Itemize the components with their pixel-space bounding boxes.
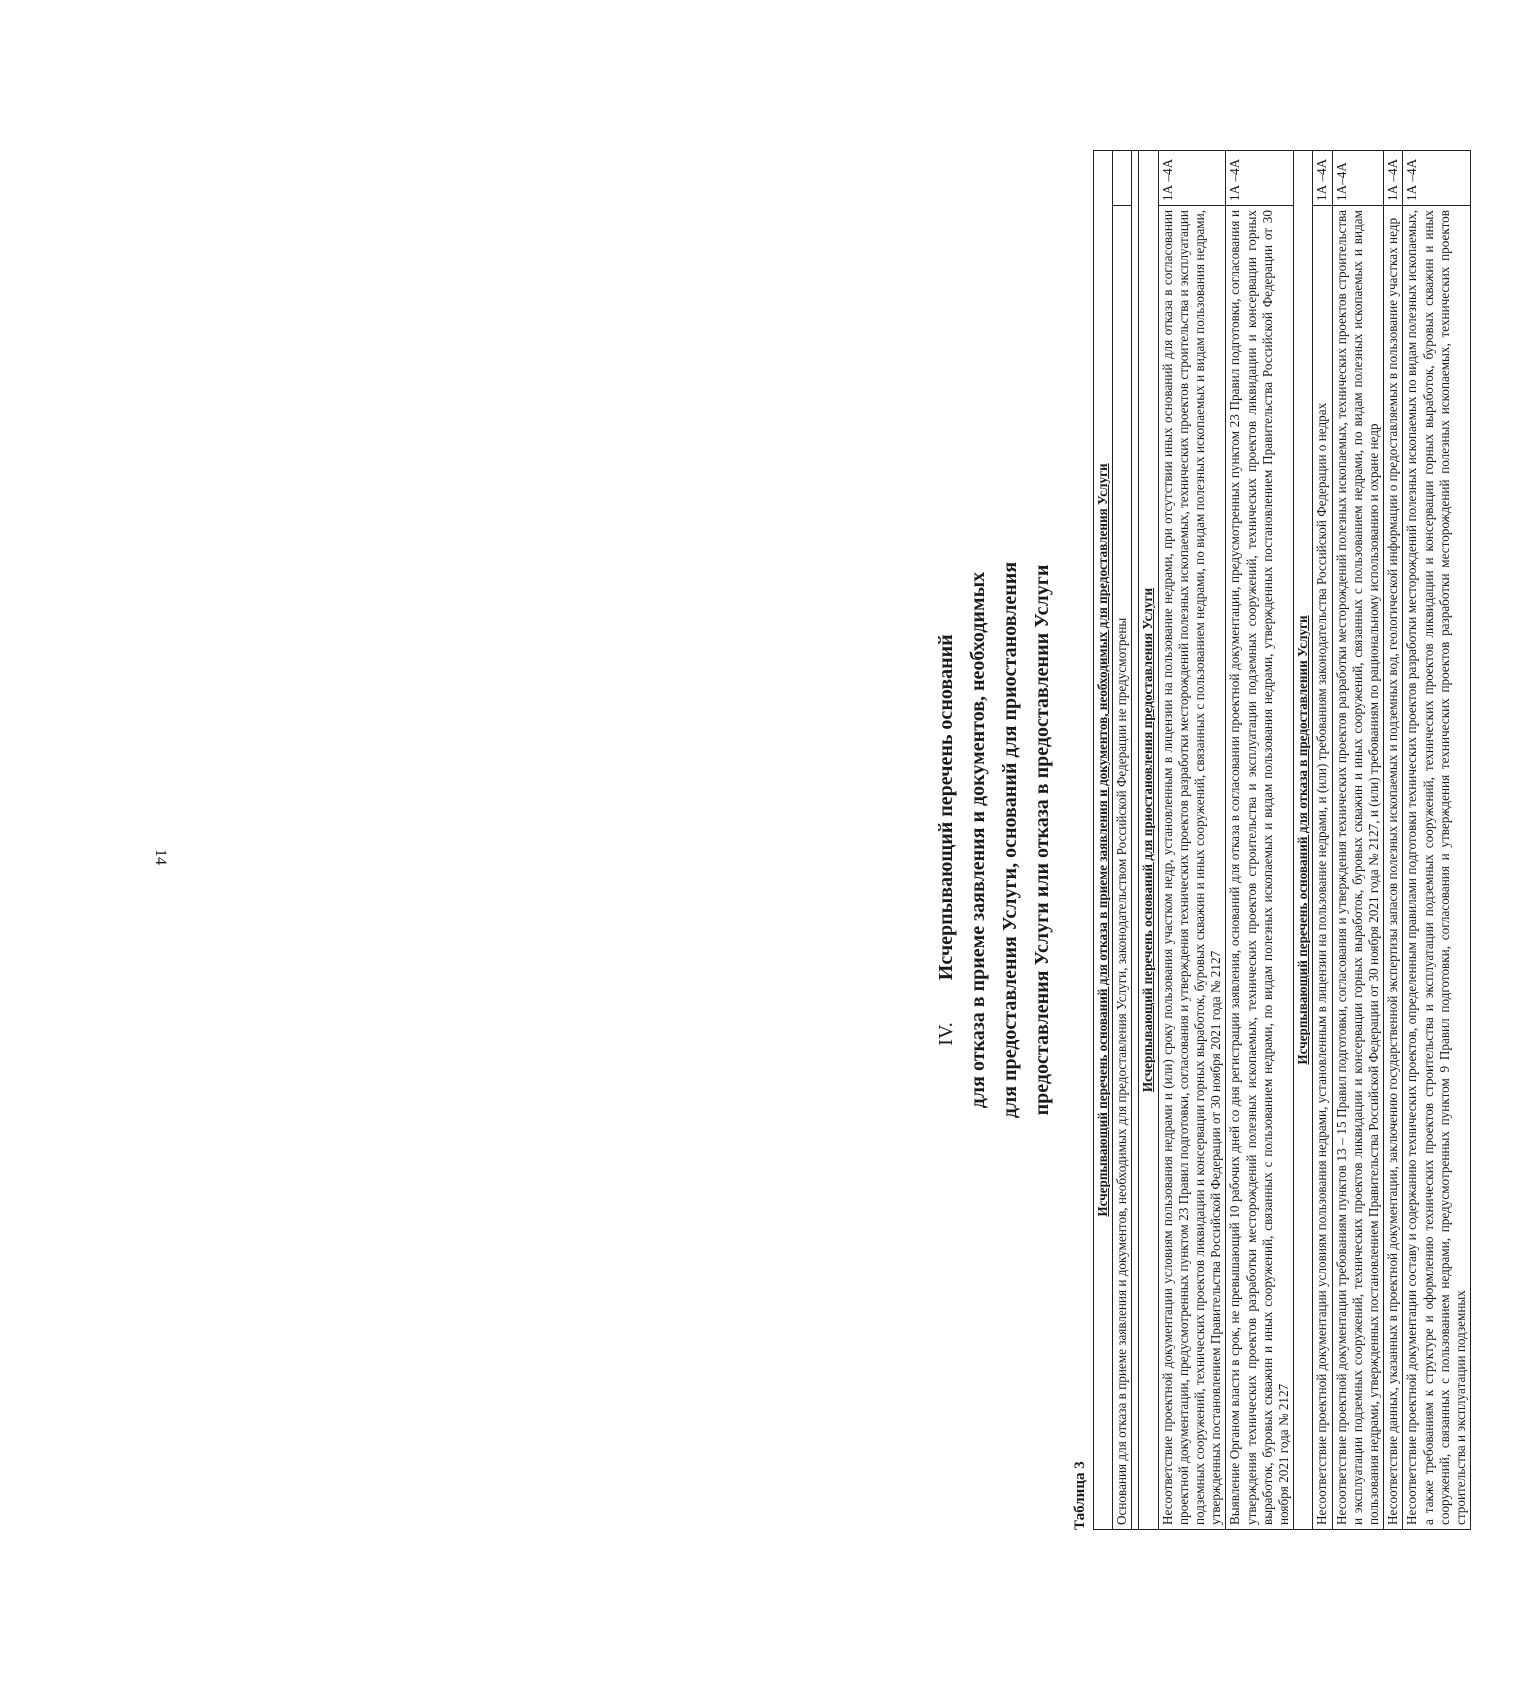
heading-line-4: предоставления Услуги или отказа в предоставлении Услуги bbox=[1031, 564, 1053, 1116]
table-row bbox=[1313, 151, 1332, 1530]
table-section-header bbox=[1094, 151, 1113, 1530]
table-row bbox=[1384, 151, 1403, 1530]
row-text: Основания для отказа в приеме заявления и документов, необходимых для предоставления Услуги, законодательством Российской Федерации не предусмотрены bbox=[1113, 206, 1132, 1530]
heading-line-2: для отказа в приеме заявления и документов, необходимых bbox=[967, 571, 989, 1109]
row-ref: 1А –4А bbox=[1158, 151, 1226, 206]
section-title: Исчерпывающий перечень оснований для отказа в предоставлении Услуги bbox=[1294, 151, 1313, 1530]
row-ref: 1А –4А bbox=[1403, 151, 1471, 206]
spacer-cell bbox=[1132, 151, 1139, 1530]
table-row bbox=[1332, 151, 1384, 1530]
section-title: Исчерпывающий перечень оснований для приостановления предоставления Услуги bbox=[1139, 151, 1158, 1530]
table-row bbox=[1158, 151, 1226, 1530]
row-ref: 1А –4А bbox=[1313, 151, 1332, 206]
table-row bbox=[1113, 151, 1132, 1530]
section-roman-numeral: IV. bbox=[935, 1022, 957, 1046]
table-section-header bbox=[1139, 151, 1158, 1530]
table-spacer bbox=[1132, 151, 1139, 1530]
section-title: Исчерпывающий перечень оснований для отказа в приеме заявления и документов, необходимых для предоставления Услуги bbox=[1094, 151, 1113, 1530]
heading-line-3: для предоставления Услуги, оснований для приостановления bbox=[999, 561, 1021, 1119]
row-text: Несоответствие данных, указанных в проектной документации, заключению государственной экспертизы запасов полезных ископаемых и подземных вод, геологической информации о предоставляемых в пользование участках недр bbox=[1384, 206, 1403, 1530]
row-ref: 1А–4А bbox=[1332, 151, 1384, 206]
row-text: Несоответствие проектной документации требованиям пунктов 13 – 15 Правил подготовки, согласования и утверждения технических проектов разработки месторождений полезных ископаемых, технических проектов строительства и эксплуатации подземных сооружений, технических проектов ликвидации и консервации горных выработок, буровых скважин и иных сооружений, связанных с пользованием недрами, по видам полезных ископаемых и видам пользования недрами, утвержденных постановлением Правительства Российской Федерации от 30 ноября 2021 года № 2127, и (или) требованиям по рациональному использованию и охране недр bbox=[1332, 206, 1384, 1530]
row-ref: 1А –4А bbox=[1384, 151, 1403, 206]
row-ref: 1А –4А bbox=[1226, 151, 1294, 206]
heading-line-1: Исчерпывающий перечень оснований bbox=[935, 634, 957, 981]
row-ref bbox=[1113, 151, 1132, 206]
page-number: 14 bbox=[152, 849, 169, 865]
grounds-table bbox=[1093, 150, 1471, 1530]
table-row bbox=[1403, 151, 1471, 1530]
section-heading bbox=[930, 150, 1058, 1530]
row-text: Несоответствие проектной документации условиям пользования недрами и (или) сроку пользования участком недр, установленным в лицензии на пользование недрами, при отсутствии иных оснований для отказа в согласовании проектной документации, предусмотренных пунктом 23 Правил подготовки, согласования и утверждения технических проектов разработки месторождений полезных ископаемых, технических проектов строительства и эксплуатации подземных сооружений, технических проектов ликвидации и консервации горных выработок, буровых скважин и иных сооружений, связанных с пользованием недрами, по видам полезных ископаемых и видам пользования недрами, утвержденных постановлением Правительства Российской Федерации от 30 ноября 2021 года № 2127 bbox=[1158, 206, 1226, 1530]
table-section-header bbox=[1294, 151, 1313, 1530]
row-text: Несоответствие проектной документации условиям пользования недрами, установленным в лицензии на пользование недрами, и (или) требованиям законодательства Российской Федерации о недрах bbox=[1313, 206, 1332, 1530]
table-row bbox=[1226, 151, 1294, 1530]
row-text: Несоответствие проектной документации составу и содержанию технических проектов, определенным правилами подготовки технических проектов разработки месторождений полезных ископаемых по видам полезных ископаемых, а также требованиям к структуре и оформлению технических проектов строительства и эксплуатации подземных сооружений, технических проектов ликвидации и консервации горных выработок, буровых скважин и иных сооружений, связанных с пользованием недрами, предусмотренных пунктом 9 Правил подготовки, согласования и утверждения технических проектов разработки месторождений полезных ископаемых, технических проектов строительства и эксплуатации подземных bbox=[1403, 206, 1471, 1530]
rotated-page-content bbox=[780, 150, 1515, 1530]
row-text: Выявление Органом власти в срок, не превышающий 10 рабочих дней со дня регистрации заявления, оснований для отказа в согласовании проектной документации, предусмотренных пунктом 23 Правил подготовки, согласования и утверждения технических проектов разработки месторождений полезных ископаемых, технических проектов строительства и эксплуатации подземных сооружений, технических проектов ликвидации и консервации горных выработок, буровых скважин и иных сооружений, связанных с пользованием недрами, по видам полезных ископаемых и видам пользования недрами, утвержденных постановлением Правительства Российской Федерации от 30 ноября 2021 года № 2127 bbox=[1226, 206, 1294, 1530]
table-caption: Таблица 3 bbox=[1072, 1461, 1088, 1530]
